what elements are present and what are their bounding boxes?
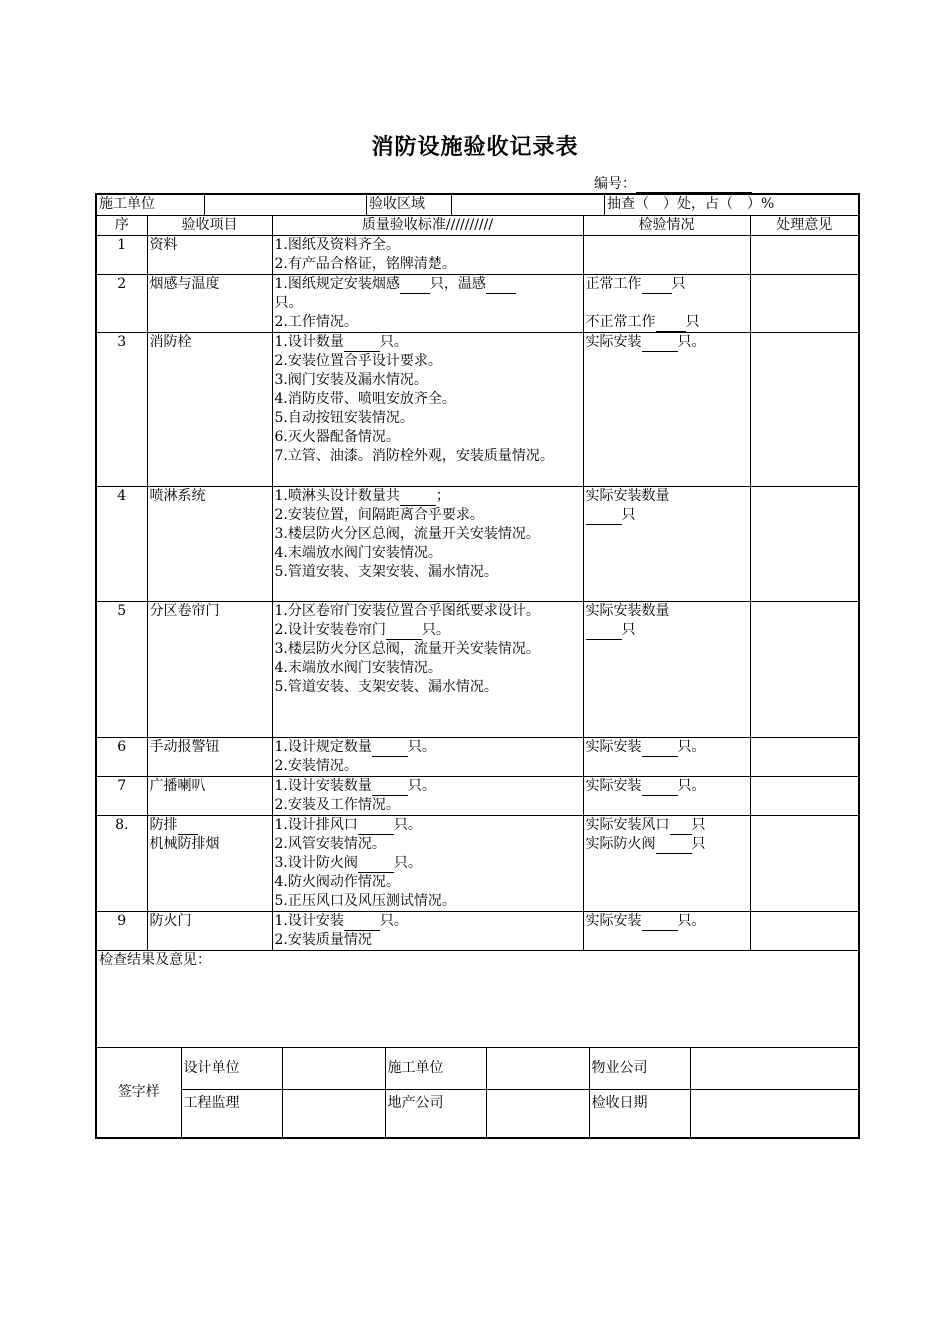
standard-text: ； — [435, 488, 450, 504]
blank-line[interactable] — [344, 916, 380, 931]
blank-line[interactable] — [372, 742, 408, 757]
row-item: 手动报警钮 — [147, 738, 272, 777]
inspection-text: 只 — [685, 314, 700, 330]
row-item-text: 机械防排烟 — [149, 836, 220, 852]
row-opinion[interactable] — [750, 236, 859, 275]
col-opinion: 处理意见 — [750, 216, 859, 236]
standard-line: 5.管道安装、支架安装、漏水情况。 — [274, 679, 498, 695]
row-item: 喷淋系统 — [147, 487, 272, 602]
inspection-text: 只。 — [677, 778, 706, 794]
row-opinion[interactable] — [750, 912, 859, 951]
blank-line[interactable] — [656, 317, 686, 332]
row-inspection — [583, 816, 750, 912]
design-unit-label: 设计单位 — [181, 1048, 282, 1089]
standard-text: 1.设计安装数量 — [274, 778, 372, 794]
blank-line[interactable] — [670, 820, 692, 835]
row-standard — [272, 816, 583, 912]
result-label: 检查结果及意见： — [99, 952, 211, 968]
property-company-label: 物业公司 — [589, 1048, 690, 1089]
row-item: 资料 — [147, 236, 272, 275]
standard-text: 只。 — [421, 622, 450, 638]
row-seq: 3 — [96, 333, 147, 487]
row-standard — [272, 333, 583, 487]
blank-line[interactable] — [400, 491, 436, 506]
page-title: 消防设施验收记录表 — [371, 134, 579, 160]
standard-line: 2.安装位置合乎设计要求。 — [274, 353, 442, 369]
blank-line[interactable] — [586, 510, 622, 525]
sample-text: 抽查（ ）处，占（ ）% — [605, 195, 859, 215]
signature-row — [96, 1048, 859, 1139]
blank-line[interactable] — [400, 279, 430, 294]
standard-line: 4.末端放水阀门安装情况。 — [274, 660, 442, 676]
table-row — [96, 275, 859, 333]
table-row — [96, 236, 859, 275]
inspection-text: 不正常工作 — [585, 314, 656, 330]
signature-table — [97, 1048, 858, 1137]
date-field[interactable] — [690, 1089, 858, 1137]
row-opinion[interactable] — [750, 487, 859, 602]
blank-line[interactable] — [586, 625, 622, 640]
serial-label: 编号： — [594, 176, 636, 192]
standard-line: 4.防火阀动作情况。 — [274, 874, 400, 890]
row-item-text: 防排 — [149, 817, 178, 833]
standard-text: 只。 — [379, 334, 408, 350]
blank-line[interactable] — [656, 839, 692, 854]
result-row — [96, 951, 859, 1048]
inspection-text: 只。 — [677, 739, 706, 755]
row-inspection — [583, 738, 750, 777]
row-inspection — [583, 333, 750, 487]
blank-line[interactable] — [642, 742, 678, 757]
real-estate-label: 地产公司 — [385, 1089, 486, 1137]
row-standard — [272, 912, 583, 951]
standard-line: 4.消防皮带、喷咀安放齐全。 — [274, 391, 456, 407]
design-unit-signature[interactable] — [282, 1048, 385, 1089]
col-seq: 序 — [96, 216, 147, 236]
supervision-label: 工程监理 — [181, 1089, 282, 1137]
inspection-text: 实际安装风口 — [585, 817, 670, 833]
blank-line[interactable] — [344, 337, 380, 352]
standard-text: 1.设计规定数量 — [274, 739, 372, 755]
row-inspection — [583, 487, 750, 602]
col-standard: 质量验收标准////////// — [272, 216, 583, 236]
row-inspection — [583, 602, 750, 738]
row-seq: 6 — [96, 738, 147, 777]
inspection-text: 只 — [671, 276, 686, 292]
row-inspection — [583, 912, 750, 951]
standard-line: 只。 — [274, 295, 303, 311]
row-standard — [272, 487, 583, 602]
inspection-text: 实际安装 — [585, 913, 642, 929]
standard-line: 2.风管安装情况。 — [274, 836, 386, 852]
area-field[interactable] — [452, 195, 605, 215]
row-item: 分区卷帘门 — [147, 602, 272, 738]
standard-text: 1.图纸规定安装烟感 — [274, 276, 400, 292]
date-label: 检收日期 — [589, 1089, 690, 1137]
standard-line: 5.自动按钮安装情况。 — [274, 410, 414, 426]
standard-line: 2.安装位置，间隔距离合乎要求。 — [274, 507, 484, 523]
standard-text: 只。 — [407, 778, 436, 794]
header-row — [96, 194, 859, 216]
inspection-text: 只 — [691, 836, 706, 852]
standard-text: 2.设计安装卷帘门 — [274, 622, 386, 638]
row-inspection[interactable] — [583, 236, 750, 275]
standard-line: 4.末端放水阀门安装情况。 — [274, 545, 442, 561]
inspection-text: 实际安装 — [585, 739, 642, 755]
standard-line: 2.安装情况。 — [274, 758, 358, 774]
standard-text: 只。 — [393, 817, 422, 833]
row-opinion[interactable] — [750, 816, 859, 912]
blank-line[interactable] — [386, 625, 422, 640]
standard-text: 1.设计安装 — [274, 913, 344, 929]
row-item: 消防栓 — [147, 333, 272, 487]
standard-text: 1.喷淋头设计数量共 — [274, 488, 400, 504]
inspection-text: 实际安装数量 — [585, 488, 670, 504]
standard-line: 5.正压风口及风压测试情况。 — [274, 893, 456, 909]
result-field[interactable] — [96, 951, 859, 1048]
blank-line[interactable] — [642, 781, 678, 796]
row-opinion[interactable] — [750, 602, 859, 738]
table-row — [96, 602, 859, 738]
row-opinion[interactable] — [750, 275, 859, 333]
row-inspection — [583, 777, 750, 816]
construction-unit-signature[interactable] — [486, 1048, 589, 1089]
supervision-signature[interactable] — [282, 1089, 385, 1137]
standard-line: 5.管道安装、支架安装、漏水情况。 — [274, 564, 498, 580]
inspection-text: 只 — [621, 622, 636, 638]
row-opinion[interactable] — [750, 738, 859, 777]
inspection-text: 只 — [691, 817, 706, 833]
row-standard — [272, 236, 583, 275]
unit-label: 施工单位 — [97, 195, 205, 215]
row-item — [147, 816, 272, 912]
standard-text: 3.设计防火阀 — [274, 855, 358, 871]
row-seq: 1 — [96, 236, 147, 275]
sign-label: 签字样 — [97, 1048, 181, 1137]
standard-text: 1.设计数量 — [274, 334, 344, 350]
row-seq: 5 — [96, 602, 147, 738]
col-item: 验收项目 — [147, 216, 272, 236]
row-standard — [272, 738, 583, 777]
standard-line: 6.灭火器配备情况。 — [274, 429, 400, 445]
real-estate-signature[interactable] — [486, 1089, 589, 1137]
inspection-text: 实际安装 — [585, 334, 642, 350]
standard-text: 只，温感 — [429, 276, 486, 292]
standard-line: 2.安装及工作情况。 — [274, 797, 400, 813]
property-company-signature[interactable] — [690, 1048, 858, 1089]
row-standard — [272, 275, 583, 333]
standard-line: 3.楼层防火分区总阀，流量开关安装情况。 — [274, 526, 540, 542]
blank-line[interactable] — [358, 820, 394, 835]
standard-line: 1.图纸及资料齐全。 — [274, 237, 400, 253]
row-opinion[interactable] — [750, 333, 859, 487]
unit-field[interactable] — [205, 195, 367, 215]
inspection-text: 实际防火阀 — [585, 836, 656, 852]
standard-line: 3.阀门安装及漏水情况。 — [274, 372, 428, 388]
area-label: 验收区域 — [367, 195, 452, 215]
inspection-text: 只。 — [677, 913, 706, 929]
standard-line: 2.有产品合格证，铭牌清楚。 — [274, 256, 456, 272]
row-standard — [272, 777, 583, 816]
standard-text: 只。 — [379, 913, 408, 929]
col-inspection: 检验情况 — [583, 216, 750, 236]
row-seq: 4 — [96, 487, 147, 602]
column-header-row — [96, 216, 859, 236]
row-seq: 9 — [96, 912, 147, 951]
row-seq: 8. — [96, 816, 147, 912]
table-row — [96, 487, 859, 602]
inspection-text: 实际安装 — [585, 778, 642, 794]
blank-line[interactable] — [358, 858, 394, 873]
blank-line[interactable] — [642, 916, 678, 931]
inspection-text: 正常工作 — [585, 276, 642, 292]
blank-line[interactable] — [178, 820, 198, 835]
blank-line[interactable] — [642, 279, 672, 294]
row-item: 广播喇叭 — [147, 777, 272, 816]
standard-line: 7.立管、油漆。消防栓外观，安装质量情况。 — [274, 448, 554, 464]
inspection-text: 只。 — [677, 334, 706, 350]
inspection-table — [95, 193, 860, 1139]
blank-line[interactable] — [372, 781, 408, 796]
table-row — [96, 816, 859, 912]
inspection-text: 实际安装数量 — [585, 603, 670, 619]
row-standard — [272, 602, 583, 738]
standard-line: 2.安装质量情况 — [274, 932, 372, 948]
standard-line: 2.工作情况。 — [274, 314, 358, 330]
table-row — [96, 912, 859, 951]
table-row — [96, 777, 859, 816]
blank-line[interactable] — [642, 337, 678, 352]
standard-line: 3.楼层防火分区总阀，流量开关安装情况。 — [274, 641, 540, 657]
standard-line: 1.分区卷帘门安装位置合乎图纸要求设计。 — [274, 603, 540, 619]
row-seq: 7 — [96, 777, 147, 816]
row-opinion[interactable] — [750, 777, 859, 816]
standard-text: 1.设计排风口 — [274, 817, 358, 833]
serial-number — [594, 173, 752, 193]
construction-unit-label: 施工单位 — [385, 1048, 486, 1089]
serial-blank[interactable] — [636, 178, 752, 193]
table-row — [96, 333, 859, 487]
row-inspection — [583, 275, 750, 333]
standard-text: 只。 — [393, 855, 422, 871]
standard-text: 只。 — [407, 739, 436, 755]
row-seq: 2 — [96, 275, 147, 333]
row-item: 防火门 — [147, 912, 272, 951]
inspection-text: 只 — [621, 507, 636, 523]
row-item: 烟感与温度 — [147, 275, 272, 333]
blank-line[interactable] — [486, 279, 516, 294]
table-row — [96, 738, 859, 777]
